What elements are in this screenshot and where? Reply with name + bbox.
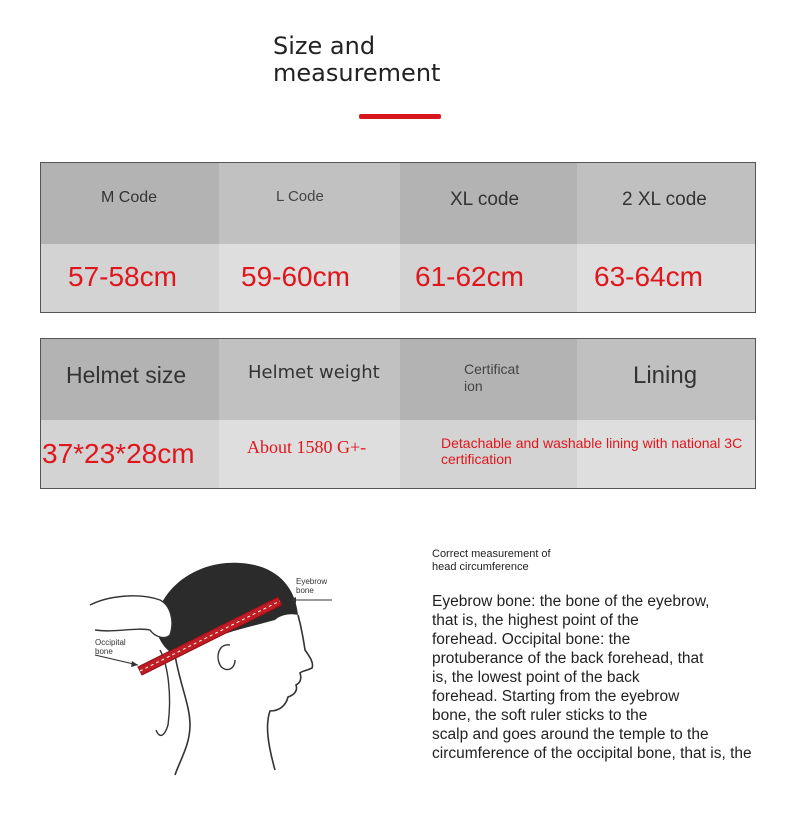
size-code-xl: XL code	[450, 189, 520, 210]
size-code-m: M Code	[101, 189, 158, 206]
page-title-line-2: measurement	[273, 59, 441, 87]
circumference-m: 57-58cm	[68, 261, 177, 292]
spec-table	[40, 338, 756, 489]
certification-label: Certificat ion	[464, 361, 520, 394]
occipital-bone-label: Occipital bone	[95, 638, 126, 656]
lining-label: Lining	[633, 362, 698, 389]
size-table-header-row	[41, 163, 755, 244]
size-header-cell	[577, 163, 755, 244]
measurement-description: Eyebrow bone: the bone of the eyebrow, that is, the highest point of the forehead. Occipital bone: the protuberance of the back forehead, that is, the lowest point of the back forehead. Starting from the eyebrow bone, the soft ruler sticks to the scalp and goes around the temple to the circumference of the occipital bone, that is, the	[432, 593, 752, 762]
spec-header-cell	[41, 339, 219, 420]
size-header-cell	[400, 163, 577, 244]
size-table	[40, 162, 756, 313]
helmet-size-value: 37*23*28cm	[42, 438, 195, 469]
circumference-xl: 61-62cm	[415, 261, 524, 292]
size-code-l: L Code	[276, 188, 324, 205]
head-measurement-illustration	[80, 555, 350, 785]
spec-table-value-row	[41, 420, 755, 488]
helmet-size-label: Helmet size	[66, 362, 187, 388]
measurement-title: Correct measurement of head circumference	[432, 548, 551, 573]
title-underline	[359, 114, 441, 119]
page-title	[273, 33, 440, 87]
size-header-cell	[41, 163, 219, 244]
helmet-weight-value: About 1580 G+-	[247, 437, 367, 457]
circumference-l: 59-60cm	[241, 261, 350, 292]
spec-value-cell	[41, 420, 219, 488]
spec-header-cell	[400, 339, 577, 420]
spec-table-header-row	[41, 339, 755, 420]
lining-value: Detachable and washable lining with national 3C certification	[441, 435, 743, 467]
size-header-cell	[219, 163, 400, 244]
circumference-2xl: 63-64cm	[594, 261, 703, 292]
spec-header-cell	[577, 339, 755, 420]
page-title-line-1: Size and	[273, 32, 376, 60]
size-value-cell	[400, 244, 577, 312]
size-value-cell	[41, 244, 219, 312]
size-value-cell	[219, 244, 400, 312]
spec-header-cell	[219, 339, 400, 420]
size-code-2xl: 2 XL code	[622, 189, 707, 210]
eyebrow-bone-label: Eyebrow bone	[296, 577, 328, 595]
size-table-value-row	[41, 244, 755, 312]
size-value-cell	[577, 244, 755, 312]
helmet-weight-label: Helmet weight	[248, 362, 380, 383]
spec-value-cell	[219, 420, 400, 488]
